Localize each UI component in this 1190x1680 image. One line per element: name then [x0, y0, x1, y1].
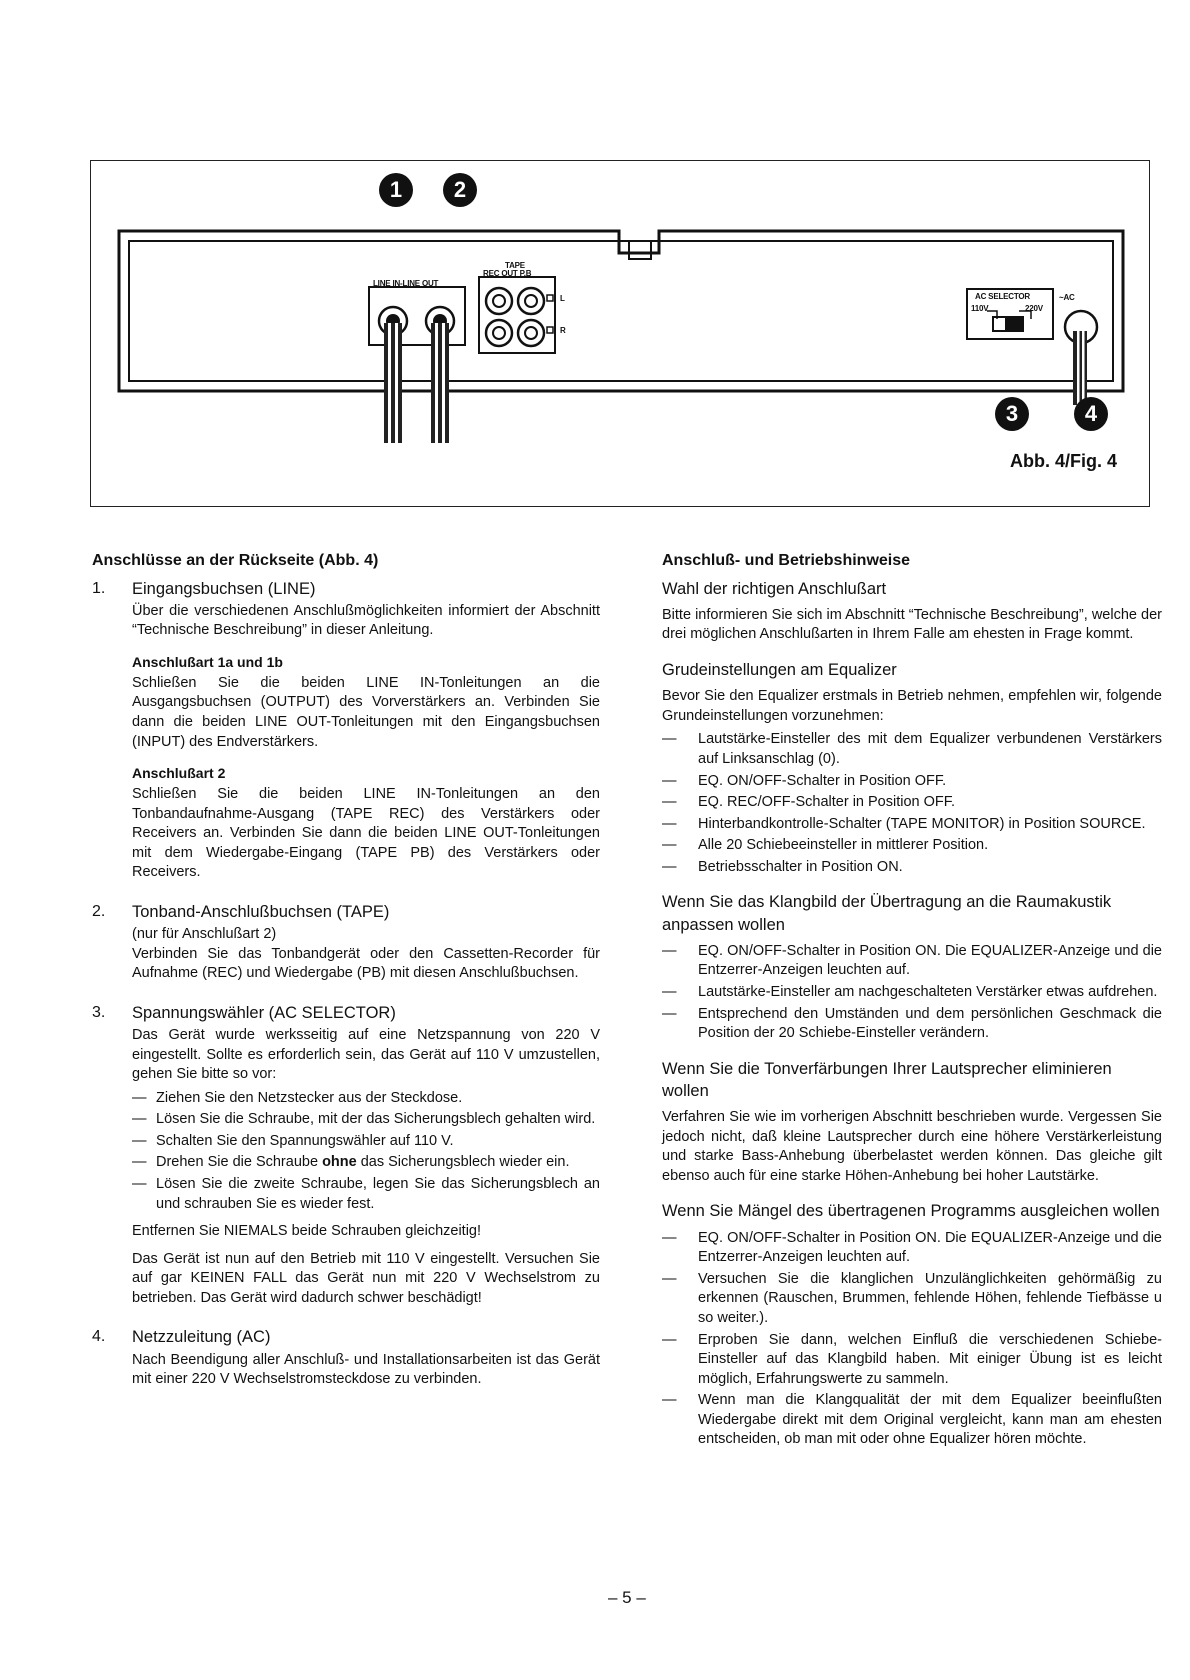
list-item: — EQ. ON/OFF-Schalter in Position ON. Die EQUALIZER-Anzeige und die Entzerrer-Anzeigen leuchten auf.	[662, 1229, 1162, 1266]
item-number: 4.	[92, 1328, 106, 1346]
left-column	[92, 550, 600, 1394]
item-note: (nur für Anschlußart 2)	[132, 926, 277, 943]
item-text: Nach Beendigung aller Anschluß- und Installationsarbeiten ist das Gerät mit einer 220 V Wechselstromsteckdose zu verbinden.	[132, 1351, 600, 1388]
list-item: — Betriebsschalter in Position ON.	[662, 858, 903, 875]
room-acoustics-list	[662, 942, 1162, 1044]
list-item: — Lösen Sie die zweite Schraube, legen Sie das Sicherungsblech an und schrauben Sie es wieder fest.	[132, 1175, 600, 1212]
callout-2: 2	[443, 173, 477, 207]
section-title: Grudeinstellungen am Equalizer	[662, 660, 897, 679]
item-number: 3.	[92, 1003, 106, 1021]
subsection-text: Schließen Sie die beiden LINE IN-Tonleitungen an die Ausgangsbuchsen (OUTPUT) des Vorverstärkers an. Verbinden Sie dann die beiden LINE OUT-Tonleitungen mit den Eingangsbuchsen (INPUT) des Endverstärkers.	[132, 674, 600, 750]
ac-selector-label: AC SELECTOR	[975, 292, 1030, 301]
110v-label: 110V	[971, 304, 989, 313]
list-item: — Lautstärke-Einsteller des mit dem Equalizer verbundenen Verstärkers auf Linksanschlag (0).	[662, 731, 1162, 767]
program-defects-list	[662, 1229, 1162, 1450]
tape-l-label: L	[560, 294, 565, 303]
item-title: Tonband-Anschlußbuchsen (TAPE)	[132, 902, 390, 921]
rear-panel-figure	[90, 160, 1150, 507]
item-text: Verbinden Sie das Tonbandgerät oder den Cassetten-Recorder für Aufnahme (REC) und Wiedergabe (PB) mit diesen Anschlußbuchsen.	[132, 945, 600, 982]
section-title: Wenn Sie Mängel des übertragenen Programms ausgleichen wollen	[662, 1202, 1160, 1221]
list-item: — Schalten Sie den Spannungswähler auf 110 V.	[132, 1132, 454, 1149]
section-title: Wahl der richtigen Anschlußart	[662, 579, 887, 598]
list-item: — Ziehen Sie den Netzstecker aus der Steckdose.	[132, 1089, 463, 1106]
section-text: Bevor Sie den Equalizer erstmals in Betrieb nehmen, empfehlen wir, folgende Grundeinstellungen vorzunehmen:	[662, 688, 1162, 724]
item-text: Über die verschiedenen Anschlußmöglichkeiten informiert der Abschnitt “Technische Beschreibung” in dieser Anleitung.	[132, 602, 600, 639]
list-item: — EQ. REC/OFF-Schalter in Position OFF.	[662, 794, 956, 811]
section-title: Wenn Sie das Klangbild der Übertragung an die Raumakustik anpassen wollen	[662, 893, 1112, 934]
rec-pb-label: REC OUT P.B	[483, 269, 532, 278]
line-jacks-label: LINE IN-LINE OUT	[373, 279, 439, 288]
basic-settings-list	[662, 730, 1162, 877]
subsection-text: Schließen Sie die beiden LINE IN-Tonleitungen an den Tonbandaufnahme-Ausgang (TAPE REC) des Verstärkers oder Receivers an. Verbinden Sie dann die beiden LINE OUT-Tonleitungen mit dem Wiedergabe-Eingang (TAPE PB) des Verstärkers oder Receivers.	[132, 786, 600, 881]
section-title: Wenn Sie die Tonverfärbungen Ihrer Lautsprecher eliminieren wollen	[662, 1059, 1112, 1100]
list-item: — Erproben Sie dann, welchen Einfluß die verschiedenen Schiebe-Einsteller auf das Klangbild haben. Mit einiger Übung ist es leicht möglich, Erfahrungswerte zu sammeln.	[662, 1331, 1162, 1387]
item-title: Netzzuleitung (AC)	[132, 1328, 271, 1347]
page-number: – 5 –	[608, 1588, 646, 1607]
list-item: — Entsprechend den Umständen und dem persönlichen Geschmack die Position der 20 Schiebe-Einsteller verändern.	[662, 1005, 1162, 1042]
warning-text: Das Gerät ist nun auf den Betrieb mit 110 V eingestellt. Versuchen Sie auf gar KEINEN FALL das Gerät nun mit 220 V Wechselstrom zu betrieben. Das Gerät wird dadurch schwer beschädigt!	[132, 1250, 600, 1306]
operation-notes-title: Anschluß- und Betriebshinweise	[662, 552, 911, 569]
item-number: 1.	[92, 579, 106, 597]
section-text: Bitte informieren Sie sich im Abschnitt “Technische Beschreibung”, welche der drei möglichen Anschlußarten in Ihrem Falle am ehesten in Frage kommt.	[662, 606, 1162, 643]
section-text: Verfahren Sie wie im vorherigen Abschnitt beschrieben wurde. Vergessen Sie jedoch nicht, daß kleine Lautsprecher durch eine höhere Verstärkerleistung und starke Bass-Anhebung überbelastet werden können. Das gleiche gilt ebenso auch für eine starke Höhen-Anhebung bei hoher Lautstärke.	[662, 1109, 1162, 1184]
item-title: Spannungswähler (AC SELECTOR)	[132, 1003, 396, 1022]
item-line-inputs	[92, 578, 600, 887]
list-item: — Lautstärke-Einsteller am nachgeschalteten Verstärker etwas aufdrehen.	[662, 983, 1158, 1000]
ac-label: ~AC	[1059, 293, 1075, 302]
tape-r-label: R	[560, 326, 566, 335]
steps-list	[132, 1089, 600, 1214]
list-item: — EQ. ON/OFF-Schalter in Position ON. Die EQUALIZER-Anzeige und die Entzerrer-Anzeigen leuchten auf.	[662, 942, 1162, 979]
rear-connections-title: Anschlüsse an der Rückseite (Abb. 4)	[92, 552, 379, 569]
list-item: — Lösen Sie die Schraube, mit der das Sicherungsblech gehalten wird.	[132, 1111, 596, 1128]
item-title: Eingangsbuchsen (LINE)	[132, 579, 316, 598]
callout-1: 1	[379, 173, 413, 207]
callout-3: 3	[995, 397, 1029, 431]
list-item: — Hinterbandkontrolle-Schalter (TAPE MONITOR) in Position SOURCE.	[662, 815, 1146, 832]
list-item: — Drehen Sie die Schraube ohne das Sicherungsblech wieder ein.	[132, 1154, 570, 1171]
figure-caption: Abb. 4/Fig. 4	[1009, 451, 1117, 471]
item-power-cord	[92, 1326, 600, 1393]
subsection-title: Anschlußart 2	[132, 765, 226, 782]
220v-label: 220V	[1025, 304, 1043, 313]
list-item: — EQ. ON/OFF-Schalter in Position OFF.	[662, 772, 947, 789]
subsection-title: Anschlußart 1a und 1b	[132, 653, 283, 670]
list-item: — Wenn man die Klangqualität der mit dem Equalizer beeinflußten Wiedergabe direkt mit dem Original vergleicht, kann man am ehesten entscheiden, ob man mit oder ohne Equalizer hören möchte.	[662, 1392, 1162, 1448]
tape-label: TAPE	[505, 261, 525, 270]
list-item: — Alle 20 Schiebeeinsteller in mittlerer Position.	[662, 837, 989, 854]
item-number: 2.	[92, 902, 106, 920]
item-tape-jacks	[92, 901, 600, 988]
warning-text: Entfernen Sie NIEMALS beide Schrauben gleichzeitig!	[132, 1223, 482, 1240]
list-item: — Versuchen Sie die klanglichen Unzulänglichkeiten gehörmäßig zu erkennen (Rauschen, Brummen, fehlende Höhen, fehlende Tiefbässe u so weiter.).	[662, 1270, 1162, 1326]
item-text: Das Gerät wurde werksseitig auf eine Netzspannung von 220 V eingestellt. Sollte es erforderlich sein, das Gerät auf 110 V umzustellen, gehen Sie bitte so vor:	[132, 1027, 600, 1083]
callout-4: 4	[1074, 397, 1108, 431]
right-column	[662, 550, 1162, 1454]
rear-panel-drawing	[91, 161, 1151, 508]
item-ac-selector	[92, 1002, 600, 1313]
